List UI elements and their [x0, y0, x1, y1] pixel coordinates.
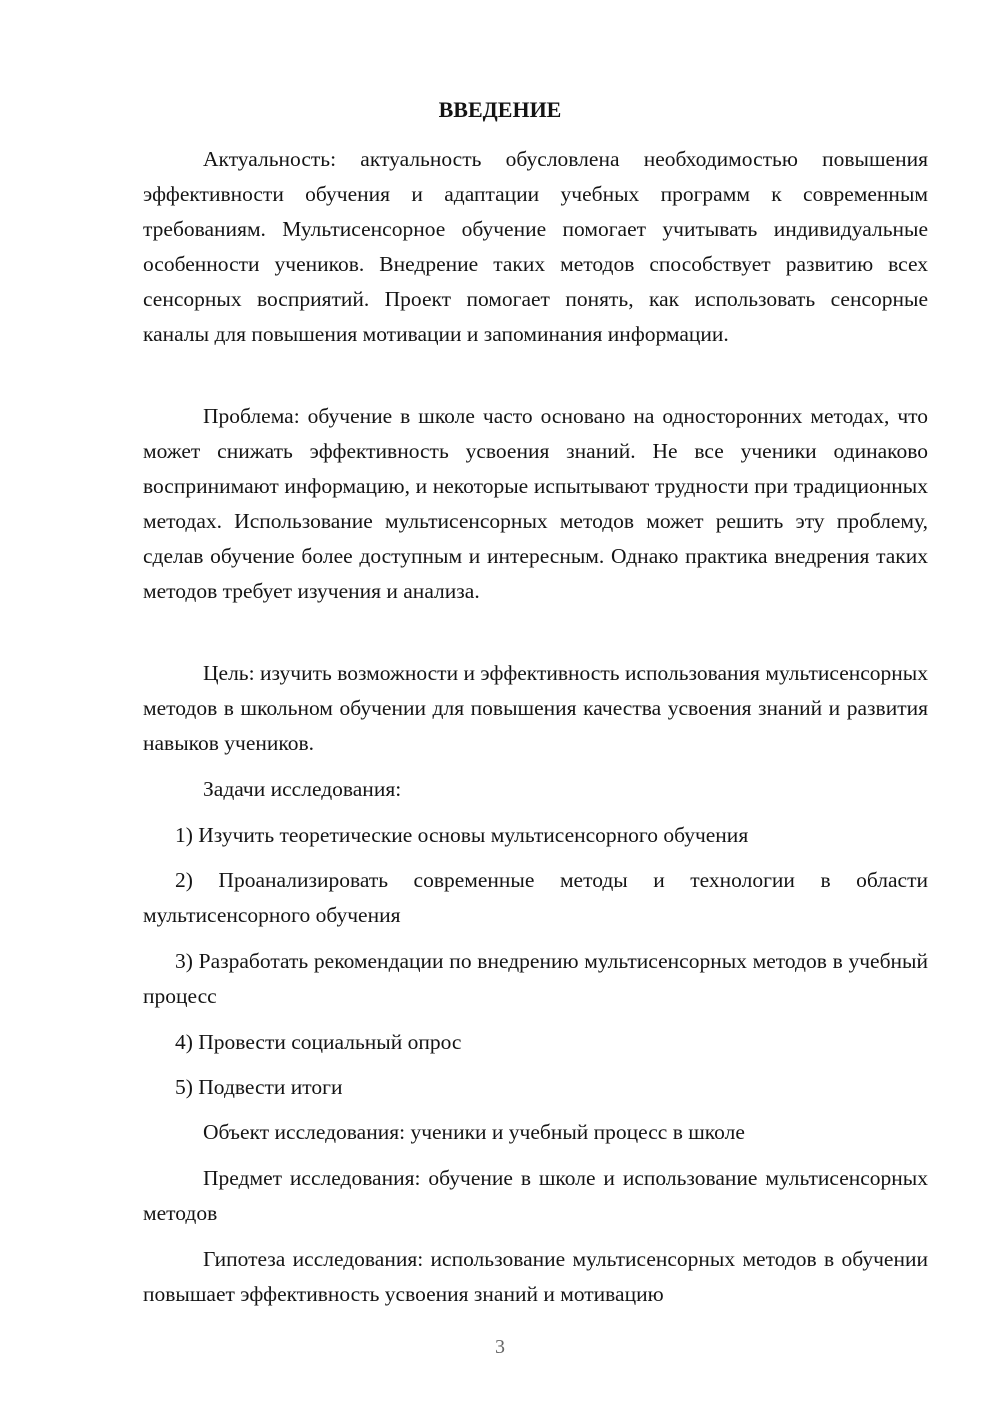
page-number: 3	[495, 1336, 505, 1358]
tasks-heading: Задачи исследования:	[203, 777, 402, 801]
paragraph-hypothesis: Гипотеза исследования: использование мультисенсорных методов в обучении повышает эффективность усвоения знаний и мотивацию	[143, 1247, 928, 1306]
paragraph-problem: Проблема: обучение в школе часто основано на односторонних методах, что может снижать эффективность усвоения знаний. Не все ученики одинаково воспринимают информацию, и некоторые испытывают трудности при традиционных методах. Использование мультисенсорных методов может решить эту проблему, сделав обучение более доступным и интересным. Однако практика внедрения таких методов требует изучения и анализа.	[143, 404, 928, 603]
paragraph-relevance: Актуальность: актуальность обусловлена необходимостью повышения эффективности обучения и адаптации учебных программ к современным требованиям. Мультисенсорное обучение помогает учитывать индивидуальные особенности учеников. Внедрение таких методов способствует развитию всех сенсорных восприятий. Проект помогает понять, как использовать сенсорные каналы для повышения мотивации и запоминания информации.	[143, 147, 928, 346]
task-item-5: 5) Подвести итоги	[175, 1075, 343, 1099]
page-title: ВВЕДЕНИЕ	[438, 97, 562, 122]
paragraph-subject: Предмет исследования: обучение в школе и использование мультисенсорных методов	[143, 1166, 928, 1225]
task-item-2: 2) Проанализировать современные методы и технологии в области мультисенсорного обучения	[143, 868, 928, 927]
task-item-1: 1) Изучить теоретические основы мультисенсорного обучения	[175, 823, 749, 847]
paragraph-object: Объект исследования: ученики и учебный процесс в школе	[203, 1120, 745, 1144]
paragraph-goal: Цель: изучить возможности и эффективность использования мультисенсорных методов в школьном обучении для повышения качества усвоения знаний и развития навыков учеников.	[143, 661, 928, 755]
task-item-4: 4) Провести социальный опрос	[175, 1030, 462, 1054]
task-item-3: 3) Разработать рекомендации по внедрению мультисенсорных методов в учебный процесс	[143, 949, 928, 1008]
